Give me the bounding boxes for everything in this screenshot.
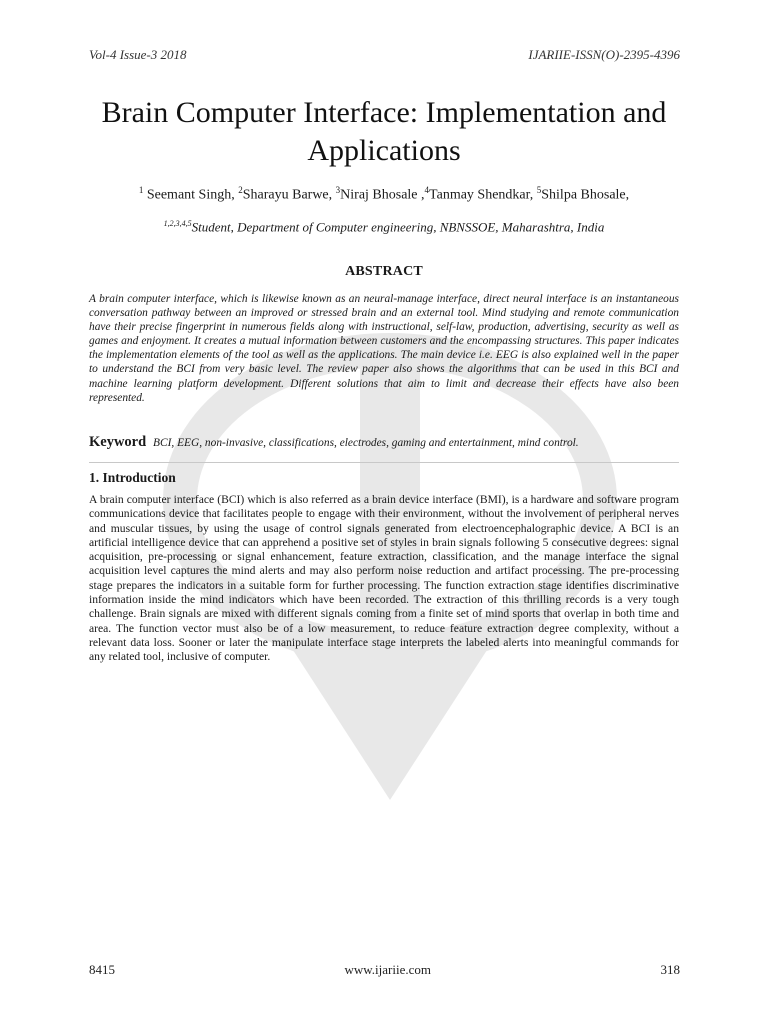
author-name-1: Seemant Singh, [143,187,239,203]
running-header [89,47,680,63]
header-issn: IJARIIE-ISSN(O)-2395-4396 [528,47,680,62]
author-name-4: Tanmay Shendkar, [429,187,537,203]
introduction-heading: 1. Introduction [89,470,176,485]
keywords-label: Keyword [89,434,147,450]
author-name-3: Niraj Bhosale , [340,187,425,203]
author-sup-2: 2 [238,185,243,195]
author-sup-5: 5 [536,185,542,195]
header-volume: Vol-4 Issue-3 2018 [89,47,187,62]
author-sup-4: 4 [424,185,430,195]
introduction-body: A brain computer interface (BCI) which is also referred as a brain device interface (BMI), is a hardware and software program communications device that facilitates people to engage with their environment, without the involvement of peripheral nerves and muscular tissues, by using the usage of control signals generated from electroencephalographic device. A BCI is an artificial intelligence device that can apprehend a positive set of styles in brain signals following 5 consecutive degrees: signal acquisition, pre-processing or signal enhancement, feature extraction, classification, and the manage interface the signal acquisition level captures the mind alerts and may also perform noise reduction and artifact processing. The pre-processing stage prepares the indicators in a suitable form for further processing. The function extraction stage identifies discriminative information inside the mind indicators which have been recorded. The extraction of this thrilling records is a very tough challenge. Brain signals are mixed with different signals coming from a finite set of mind sports that overlap in both time and area. The function vector must also be of a low measurement, to reduce feature extraction degree complexity, without a relevant data loss. Sooner or later the manipulate interface stage interprets the labeled alerts into meaningful commands for any related tool, inclusive of computer. [89,493,679,664]
keywords-text: BCI, EEG, non-invasive, classifications, electrodes, gaming and entertainment, mind control. [153,437,579,449]
footer-website: www.ijariie.com [344,962,432,977]
affiliation-text: Student, Department of Computer engineering, NBNSSOE, Maharashtra, India [191,219,605,235]
section-divider [89,462,679,463]
author-name-2: Sharayu Barwe, [242,187,336,203]
author-list [60,180,708,206]
author-name-5: Shilpa Bhosale, [541,187,630,203]
author-affiliation [60,214,708,237]
abstract-heading: ABSTRACT [345,264,423,279]
abstract-body: A brain computer interface, which is likewise known as an neural-manage interface, direct neural interface is an instantaneous conversation pathway between an improved or stressed brain and an external tool. Mind studying and remote communication have their precise fingerprint in numerous fields along with instructional, self-law, production, advertising, security as well as games and enjoyment. It creates a mutual information between customers and the encompassing structures. This paper indicates the implementation elements of the tool as well as the applications. The main device i.e. EEG is also explained well in the paper to understand the BCI from very basic level. The review paper also shows the algorithms that can be used in this BCI and machine learning platform development. Different solutions that aim to limit and decrease their effects have also been represented. [89,293,679,404]
footer-paper-id: 8415 [89,962,115,977]
keywords-line [89,434,679,451]
author-sup-3: 3 [335,185,341,195]
paper-title: Brain Computer Interface: Implementation and Applications [101,96,667,167]
running-footer [89,962,680,978]
author-sup-1: 1 [138,185,144,195]
footer-page-number: 318 [660,962,680,977]
affiliation-sup: 1,2,3,4,5 [163,219,192,228]
